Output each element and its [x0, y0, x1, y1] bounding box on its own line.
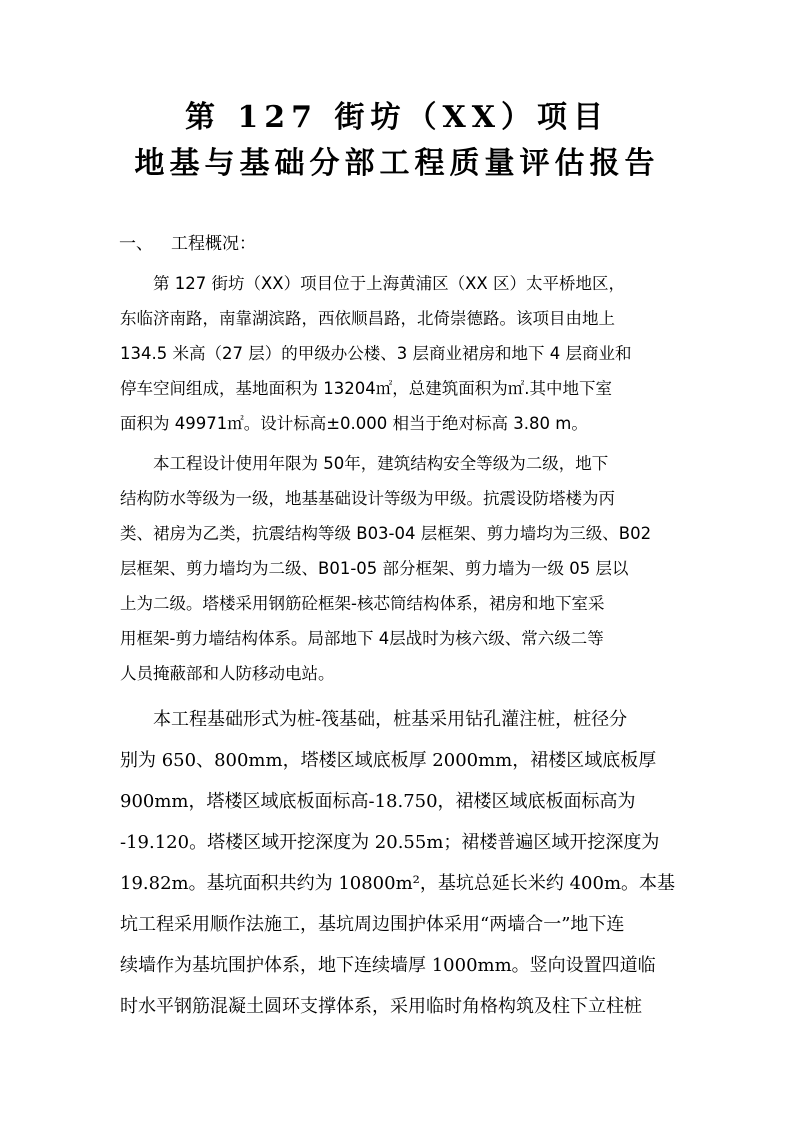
- paragraph-3-line: -19.120。塔楼区域开挖深度为 20.55m；裙楼普遍区域开挖深度为: [120, 832, 660, 853]
- paragraph-2-line: 用框架-剪力墙结构体系。局部地下 4层战时为核六级、常六级二等: [120, 629, 604, 648]
- paragraph-3-line: 续墙作为基坑围护体系，地下连续墙厚 1000mm。竖向设置四道临: [120, 955, 656, 976]
- paragraph-1-line: 134.5 米高（27 层）的甲级办公楼、3 层商业裙房和地下 4 层商业和: [120, 344, 632, 363]
- paragraph-3-line: 19.82m。基坑面积共约为 10800m²，基坑总延长米约 400m。本基: [120, 873, 676, 894]
- paragraph-1-line: 第 127 街坊（XX）项目位于上海黄浦区（XX 区）太平桥地区，: [153, 274, 625, 293]
- paragraph-2-line: 结构防水等级为一级，地基基础设计等级为甲级。抗震设防塔楼为丙: [120, 489, 615, 508]
- paragraph-1-line: 面积为 49971㎡。设计标高±0.000 相当于绝对标高 3.80 m。: [120, 414, 588, 433]
- section-heading: [119, 232, 256, 256]
- paragraph-2-line: 层框架、剪力墙均为二级、B01-05 部分框架、剪力墙为一级 05 层以: [120, 559, 629, 578]
- section-heading-text: 工程概况：: [171, 234, 256, 254]
- paragraph-2-line: 类、裙房为乙类，抗震结构等级 B03-04 层框架、剪力墙均为三级、B02: [120, 524, 652, 543]
- paragraph-1-line: 东临济南路，南靠湖滨路，西依顺昌路，北倚崇德路。该项目由地上: [120, 309, 615, 328]
- section-number: 一、: [119, 234, 153, 254]
- paragraph-3-line: 别为 650、800mm，塔楼区域底板厚 2000mm，裙楼区域底板厚: [120, 750, 657, 771]
- paragraph-3-line: 时水平钢筋混凝土圆环支撑体系，采用临时角格构筑及柱下立柱桩: [120, 996, 642, 1017]
- paragraph-2-line: 上为二级。塔楼采用钢筋砼框架-核芯筒结构体系，裙房和地下室采: [120, 594, 605, 613]
- paragraph-3-line: 坑工程采用顺作法施工，基坑周边围护体采用“两墙合一”地下连: [120, 914, 625, 935]
- paragraph-3-line: 900mm，塔楼区域底板面标高-18.750，裙楼区域底板面标高为: [120, 791, 636, 812]
- paragraph-2-line: 人员掩蔽部和人防移动电站。: [120, 664, 335, 683]
- paragraph-1-line: 停车空间组成，基地面积为 13204㎡，总建筑面积为㎡.其中地下室: [120, 379, 612, 398]
- report-title-line-2: 地基与基础分部工程质量评估报告: [134, 146, 660, 181]
- paragraph-2-line: 本工程设计使用年限为 50年，建筑结构安全等级为二级，地下: [153, 454, 609, 473]
- paragraph-3-line: 本工程基础形式为桩-筏基础，桩基采用钻孔灌注桩，桩径分: [153, 709, 628, 730]
- report-title-line-1: 第 127 街坊（XX）项目: [184, 100, 610, 135]
